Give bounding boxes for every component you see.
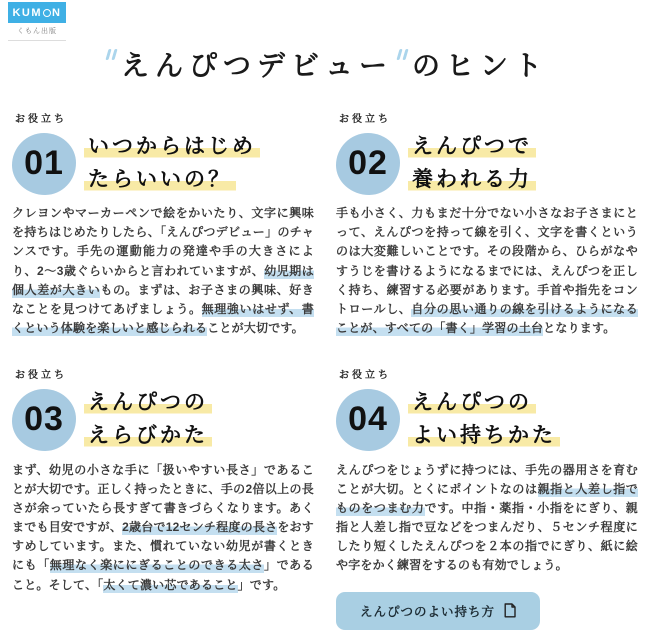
heading-line: よい持ちかた	[408, 424, 560, 447]
body-text: えんぴつをじょうずに持つには、手先の器用さを育むことが大切。とくにポイントなのは	[336, 462, 638, 496]
heading-line: えんぴつの	[408, 391, 536, 414]
section-number-circle	[12, 133, 76, 195]
kumon-logo[interactable]	[8, 2, 66, 41]
section-number: 01	[24, 144, 64, 183]
section-body	[12, 204, 314, 338]
body-text: となります。	[543, 321, 616, 336]
section-badge: お役立ち	[15, 370, 67, 382]
section-number-circle	[336, 133, 400, 195]
section-number: 03	[24, 400, 64, 439]
heading-line: えらびかた	[84, 424, 212, 447]
section-04-slot	[336, 366, 638, 575]
page-title-quoted: えんぴつデビュー	[120, 50, 393, 81]
tips-section-02	[336, 110, 638, 338]
section-number: 02	[348, 144, 388, 183]
body-text: まず、幼児の小さな手に「扱いやすい長さ」であることが大切です。正しく持ったときに、手の2倍以上の長さが余っていたら長すぎて書きづらくなります。あくまでも目安ですが、	[12, 462, 314, 535]
good-grip-button-label: えんぴつのよい持ち方	[360, 604, 496, 619]
highlighted-text: 無理なく楽ににぎることのできる太さ	[49, 558, 264, 573]
grid-cell-1	[12, 110, 314, 338]
tips-section-01	[12, 110, 314, 338]
good-grip-button[interactable]	[336, 592, 540, 630]
body-text: をおすすめしています。また、慣れていない幼児が書くときにも「	[12, 520, 314, 573]
heading-line: いつからはじめ	[84, 135, 260, 158]
section-number-circle	[336, 389, 400, 451]
section-heading	[86, 131, 260, 196]
section-body	[336, 461, 638, 576]
open-quote-icon	[105, 49, 118, 62]
section-header	[336, 131, 638, 196]
kumon-logo-o-icon	[43, 9, 51, 17]
section-heading	[86, 387, 212, 452]
body-text: クレヨンやマーカーペンで絵をかいたり、文字に興味を持ちはじめたりしたら、「えんぴつデビュー」のチャンスです。手先の運動能力の発達や手の大きさにより、2〜3歳ぐらいからと言われていますが、	[12, 206, 314, 278]
tips-grid	[0, 110, 650, 630]
body-text: ことが大切です。	[207, 321, 304, 336]
close-quote-icon	[396, 49, 409, 62]
grid-cell-2	[336, 110, 638, 338]
page-header	[0, 7, 650, 84]
publisher-label: くもん出版	[8, 23, 66, 41]
body-text: 」であること。そして、「	[12, 558, 314, 592]
body-text: もの。まずは、お子さまの興味、好きなことを見つけてあげましょう。	[12, 282, 315, 317]
body-text: です。中指・薬指・小指をにぎり、親指と人差し指で豆などをつまんだり、５センチ程度にしたり短くしたえんぴつを２本の指でにぎり、紙に絵や字をかく練習をするのも有効でしょう。	[336, 500, 638, 573]
section-heading	[410, 387, 560, 452]
highlighted-text: 幼児期は個人差が大きい	[12, 263, 314, 297]
heading-line: たらいいの？	[84, 168, 236, 191]
highlighted-text: 自分の思い通りの線を引けるようになることが、すべての「書く」学習の土台	[336, 302, 638, 336]
section-badge: お役立ち	[15, 114, 67, 125]
highlighted-text: 太くて濃い芯であること	[103, 577, 238, 592]
highlighted-text: 無理強いはせず、書くという体験を楽しいと感じられる	[12, 302, 314, 336]
section-body	[336, 204, 638, 338]
highlighted-text: 2歳台で12センチ程度の長さ	[122, 520, 278, 535]
section-header	[336, 387, 638, 452]
section-body	[12, 461, 314, 595]
document-icon	[504, 603, 516, 618]
section-badge: お役立ち	[339, 114, 391, 125]
section-number: 04	[348, 400, 388, 439]
heading-line: えんぴつの	[84, 391, 212, 414]
heading-line: えんぴつで	[408, 135, 536, 158]
body-text: 」です。	[237, 577, 286, 592]
kumon-logo-text-prefix: KUM	[12, 7, 43, 19]
grid-cell-3	[12, 366, 314, 629]
section-header	[12, 131, 314, 196]
section-heading	[410, 131, 536, 196]
section-number-circle	[12, 389, 76, 451]
page-title-suffix: のヒント	[412, 50, 549, 81]
section-badge: お役立ち	[339, 370, 391, 382]
kumon-logo-text-suffix: N	[52, 7, 62, 19]
page-title	[0, 44, 650, 84]
grid-cell-4	[336, 366, 638, 629]
body-text: 手も小さく、力もまだ十分でない小さなお子さまにとって、えんぴつを持って線を引く、文字を書くというのは大変難しいことです。その段階から、ひらがなやすうじを書けるようになるまでには、えんぴつを正しく持ち、練習する必要があります。手首や指先をコントロールし、	[336, 206, 638, 317]
kumon-logo-box	[8, 2, 66, 23]
tips-section-04	[336, 366, 638, 575]
section-header	[12, 387, 314, 452]
tips-section-03	[12, 366, 314, 594]
highlighted-text: 親指と人差し指でものをつまむ力	[336, 481, 638, 515]
heading-line: 養われる力	[408, 168, 536, 191]
